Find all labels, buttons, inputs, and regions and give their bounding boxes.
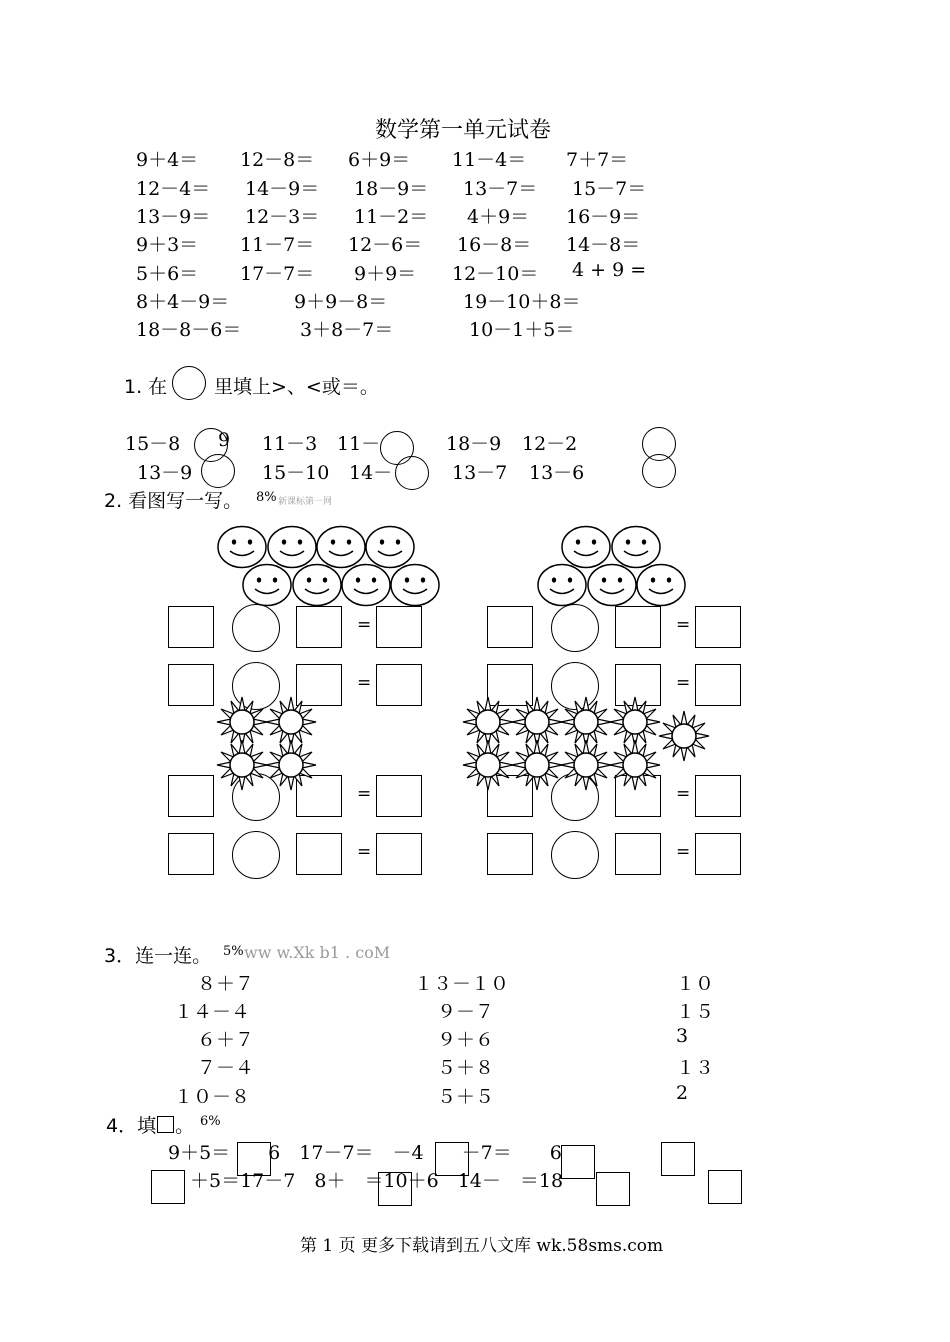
calc-item: 13－7＝ xyxy=(463,178,538,200)
fill-box[interactable] xyxy=(661,1142,695,1176)
compare-left: 11－3 xyxy=(262,433,318,455)
match-item[interactable]: ５＋５ xyxy=(437,1086,495,1108)
sun-icon xyxy=(266,740,316,790)
answer-box[interactable] xyxy=(615,833,661,875)
match-item[interactable]: ５＋８ xyxy=(437,1057,495,1079)
smiley-icon xyxy=(242,564,292,606)
section3-points: 5% xyxy=(223,944,244,959)
answer-box[interactable] xyxy=(168,664,214,706)
sun-icon xyxy=(217,740,267,790)
calc-item: 14－8＝ xyxy=(566,234,641,256)
calc-item: 18－9＝ xyxy=(354,178,429,200)
answer-box[interactable] xyxy=(487,833,533,875)
compare-right: 9 xyxy=(218,429,231,451)
section3-title: 3．连一连。 xyxy=(104,945,212,967)
smiley-icon xyxy=(611,526,661,568)
section4-title-suffix: 。 xyxy=(175,1115,195,1137)
answer-box[interactable] xyxy=(296,833,342,875)
section1-suffix: 里填上>、<或＝。 xyxy=(214,376,379,398)
smiley-icon xyxy=(316,526,366,568)
smiley-icon xyxy=(636,564,686,606)
calc-item: 13－9＝ xyxy=(136,206,211,228)
fill-box[interactable] xyxy=(435,1142,469,1176)
calc-item: 11－2＝ xyxy=(354,206,429,228)
calc-item: 17－7＝ xyxy=(240,263,315,285)
calc-item: 9＋3＝ xyxy=(136,234,199,256)
answer-box[interactable] xyxy=(615,606,661,648)
operator-circle[interactable] xyxy=(232,604,280,652)
calc-item: 9＋4＝ xyxy=(136,149,199,171)
compare-circle[interactable] xyxy=(201,454,235,488)
answer-box[interactable] xyxy=(376,775,422,817)
page-title: 数学第一单元试卷 xyxy=(375,118,552,143)
compare-right: 11－ xyxy=(337,433,381,455)
match-item[interactable]: 2 xyxy=(676,1082,689,1104)
fill-line: ＋5＝17－7 8＋ ＝10＋6 14－ ＝18 xyxy=(190,1170,564,1192)
answer-box[interactable] xyxy=(296,606,342,648)
compare-circle[interactable] xyxy=(642,454,676,488)
match-item[interactable]: ６＋７ xyxy=(197,1029,255,1051)
fill-box[interactable] xyxy=(237,1142,271,1176)
answer-box[interactable] xyxy=(168,833,214,875)
sun-icon xyxy=(610,740,660,790)
calc-item: 11－4＝ xyxy=(452,149,527,171)
compare-left: 13－9 xyxy=(137,462,193,484)
box-symbol-icon xyxy=(157,1116,174,1133)
match-item[interactable]: 3 xyxy=(676,1025,689,1047)
watermark-text: ww w.Xk b1 . coM xyxy=(244,943,391,962)
smiley-icon xyxy=(561,526,611,568)
calc-item: 18－8－6＝ xyxy=(136,319,242,341)
calc-item: 6＋9＝ xyxy=(348,149,411,171)
calc-item: 12－4＝ xyxy=(136,178,211,200)
smiley-icon xyxy=(292,564,342,606)
fill-box[interactable] xyxy=(596,1172,630,1206)
equals-sign: = xyxy=(676,673,691,693)
compare-right: 14－ xyxy=(349,462,393,484)
calc-item: 10－1＋5＝ xyxy=(469,319,575,341)
match-item[interactable]: １４－４ xyxy=(174,1001,251,1023)
fill-box[interactable] xyxy=(708,1170,742,1204)
watermark-text: 新课标第一网 xyxy=(278,497,333,507)
equals-sign: = xyxy=(676,615,691,635)
answer-box[interactable] xyxy=(487,606,533,648)
smiley-icon xyxy=(341,564,391,606)
calc-item: 12－3＝ xyxy=(245,206,320,228)
calc-item: 16－9＝ xyxy=(566,206,641,228)
fill-box[interactable] xyxy=(561,1145,595,1179)
operator-circle[interactable] xyxy=(551,831,599,879)
match-item[interactable]: ７－４ xyxy=(197,1057,255,1079)
compare-left: 18－9 xyxy=(446,433,502,455)
match-item[interactable]: ８＋７ xyxy=(197,973,255,995)
smiley-icon xyxy=(587,564,637,606)
calc-item: 14－9＝ xyxy=(245,178,320,200)
equals-sign: = xyxy=(676,842,691,862)
compare-right: 12－2 xyxy=(522,433,578,455)
calc-item: 12－10＝ xyxy=(452,263,539,285)
section4-title-text: 4．填 xyxy=(106,1115,157,1137)
answer-box[interactable] xyxy=(376,833,422,875)
page-footer: 第 1 页 更多下载请到五八文库 wk.58sms.com xyxy=(300,1236,664,1256)
equals-sign: = xyxy=(357,673,372,693)
operator-circle[interactable] xyxy=(551,604,599,652)
match-item[interactable]: １５ xyxy=(676,1001,715,1023)
calc-item: 9＋9－8＝ xyxy=(294,291,388,313)
compare-right: 13－6 xyxy=(529,462,585,484)
calc-item: 19－10＋8＝ xyxy=(463,291,581,313)
answer-box[interactable] xyxy=(695,664,741,706)
calc-item: 9＋9＝ xyxy=(354,263,417,285)
calc-item: 12－6＝ xyxy=(348,234,423,256)
match-item[interactable]: １３－１０ xyxy=(414,973,510,995)
calc-item: 12－8＝ xyxy=(240,149,315,171)
calc-item: 3＋8－7＝ xyxy=(300,319,394,341)
compare-circle-sample xyxy=(172,366,206,400)
section1-prefix: 1. 在 xyxy=(124,376,168,398)
sun-icon xyxy=(512,740,562,790)
equals-sign: = xyxy=(357,615,372,635)
calc-item: 4 + 9 = xyxy=(572,259,647,281)
section2-points: 8% xyxy=(256,490,277,505)
answer-box[interactable] xyxy=(695,606,741,648)
calc-item: 5＋6＝ xyxy=(136,263,199,285)
match-item[interactable]: １０－８ xyxy=(174,1086,251,1108)
fill-box[interactable] xyxy=(378,1172,412,1206)
match-item[interactable]: ９＋６ xyxy=(437,1029,495,1051)
section2-title: 2. 看图写一写。 xyxy=(104,490,243,512)
smiley-icon xyxy=(390,564,440,606)
calc-item: 11－7＝ xyxy=(240,234,315,256)
equals-sign: = xyxy=(357,842,372,862)
fill-box[interactable] xyxy=(151,1170,185,1204)
match-item[interactable]: １０ xyxy=(676,973,715,995)
section4-points: 6% xyxy=(200,1114,221,1129)
compare-left: 15－10 xyxy=(262,462,330,484)
sun-icon xyxy=(659,711,709,761)
section4-title xyxy=(106,1111,194,1138)
compare-left: 13－7 xyxy=(452,462,508,484)
calc-item: 16－8＝ xyxy=(457,234,532,256)
smiley-icon xyxy=(217,526,267,568)
answer-box[interactable] xyxy=(376,664,422,706)
operator-circle[interactable] xyxy=(232,831,280,879)
sun-icon xyxy=(463,740,513,790)
calc-item: 8＋4－9＝ xyxy=(136,291,230,313)
smiley-icon xyxy=(267,526,317,568)
answer-box[interactable] xyxy=(168,775,214,817)
smiley-icon xyxy=(537,564,587,606)
answer-box[interactable] xyxy=(376,606,422,648)
answer-box[interactable] xyxy=(695,833,741,875)
answer-box[interactable] xyxy=(168,606,214,648)
fill-line: 9＋5＝ 6 17－7＝ －4 －7＝ 6 xyxy=(168,1142,562,1164)
compare-left: 15－8 xyxy=(125,433,181,455)
match-item[interactable]: １３ xyxy=(676,1057,715,1079)
compare-circle[interactable] xyxy=(395,456,429,490)
equals-sign: = xyxy=(357,784,372,804)
calc-item: 4＋9＝ xyxy=(467,206,530,228)
sun-icon xyxy=(561,740,611,790)
smiley-icon xyxy=(365,526,415,568)
answer-box[interactable] xyxy=(695,775,741,817)
match-item[interactable]: ９－７ xyxy=(437,1001,495,1023)
calc-item: 7＋7＝ xyxy=(566,149,629,171)
calc-item: 15－7＝ xyxy=(572,178,647,200)
equals-sign: = xyxy=(676,784,691,804)
